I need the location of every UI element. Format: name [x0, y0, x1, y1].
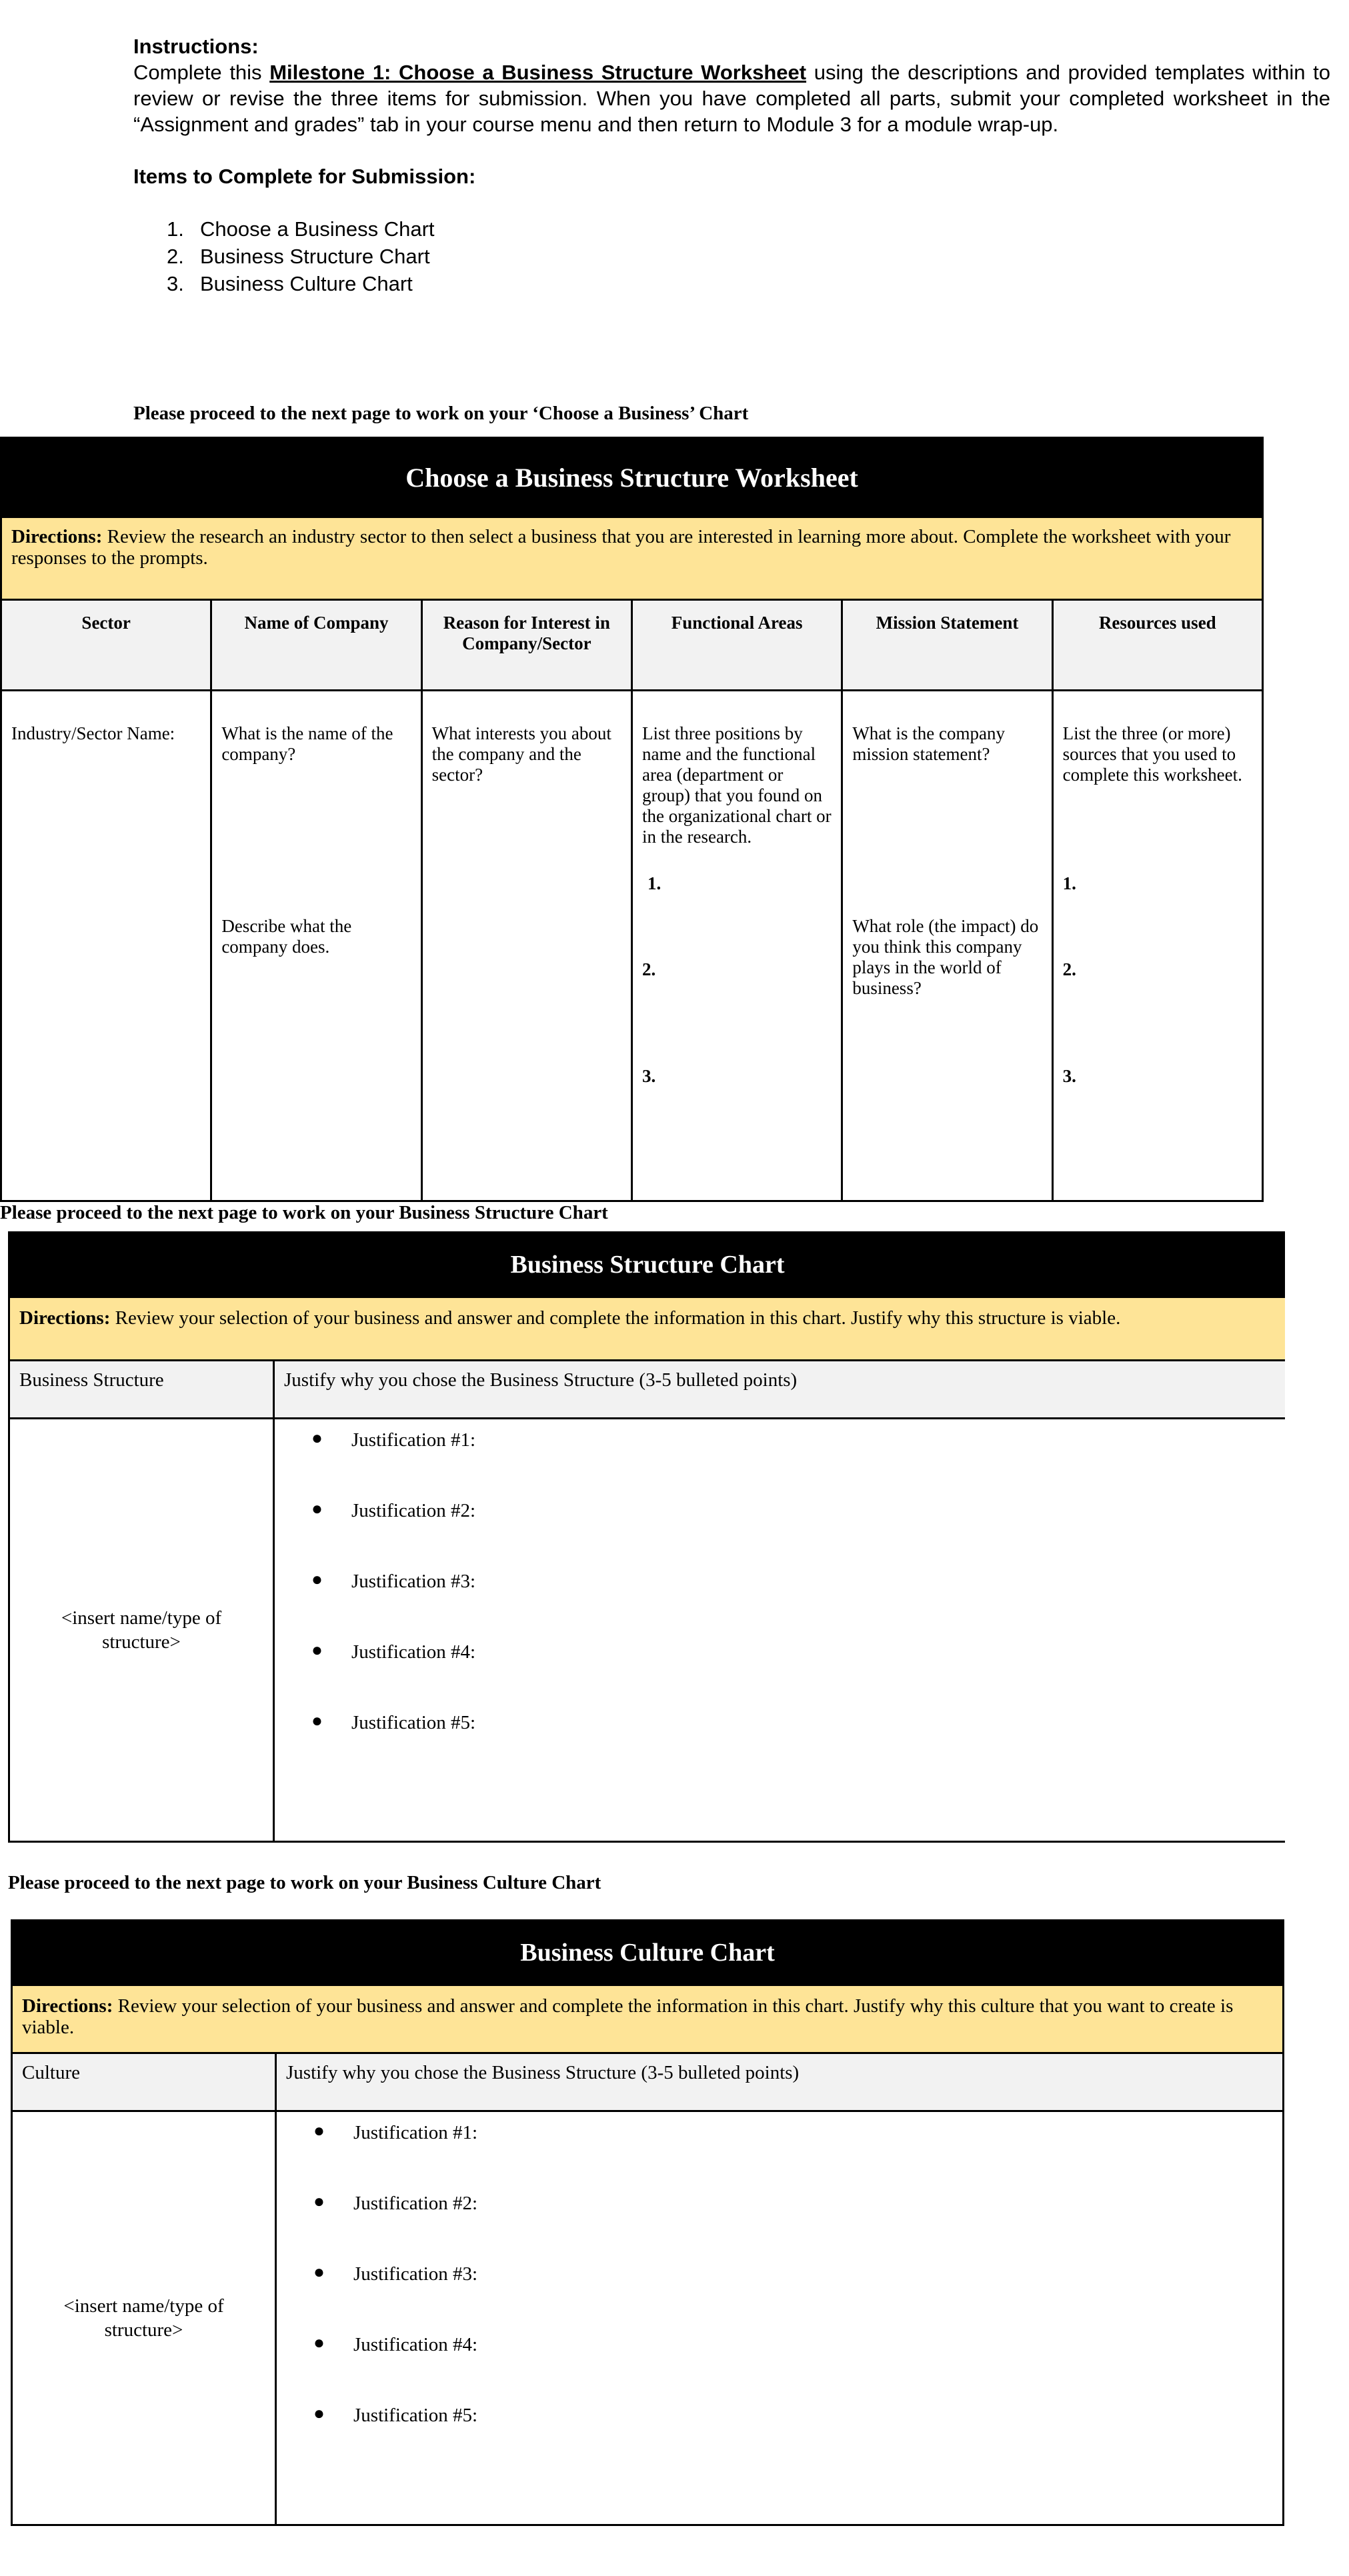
list-item — [133, 243, 1330, 271]
mission-prompt: What is the company mission statement? — [852, 723, 1005, 764]
instructions-text-pre: Complete this — [133, 61, 270, 84]
company-description-prompt: Describe what the company does. — [221, 916, 352, 957]
directions-label: Directions: — [22, 1995, 113, 2017]
column-header-business-structure: Business Structure — [9, 1361, 274, 1419]
reason-cell[interactable] — [421, 691, 631, 1201]
list-item — [311, 1499, 475, 1570]
mission-cell[interactable] — [842, 691, 1052, 1201]
bullet-icon: ● — [311, 1428, 323, 1449]
milestone-title: Milestone 1: Choose a Business Structure Worksheet — [269, 61, 807, 84]
column-header-reason: Reason for Interest in Company/Sector — [421, 600, 631, 691]
justification-label: Justification #3: — [353, 2263, 478, 2285]
number-label: 2. — [1062, 959, 1076, 979]
justification-label: Justification #4: — [353, 2334, 478, 2355]
worksheet-table — [0, 437, 1264, 1202]
culture-justification-cell[interactable] — [276, 2111, 1284, 2525]
resources-prompt: List the three (or more) sources that you used to complete this worksheet. — [1062, 723, 1242, 785]
sector-cell[interactable] — [1, 691, 211, 1201]
justification-label: Justification #3: — [351, 1571, 476, 1592]
sector-prompt: Industry/Sector Name: — [11, 723, 175, 743]
proceed-note-structure: Please proceed to the next page to work on your Business Structure Chart — [0, 1202, 608, 1223]
column-header-mission: Mission Statement — [842, 600, 1052, 691]
functional-cell[interactable] — [631, 691, 842, 1201]
instructions-text-post: using the descriptions and provided templates within to review or revise the three items for submission. When you have completed all parts, submit your completed worksheet in the “Assignment and grades” tab in your course menu and then return to Module 3 for a module wrap-up. — [133, 61, 1330, 136]
column-header-functional: Functional Areas — [631, 600, 842, 691]
list-item — [313, 2263, 477, 2333]
list-item — [313, 2121, 477, 2192]
list-item — [311, 1570, 475, 1641]
justification-label: Justification #4: — [351, 1641, 476, 1663]
justification-list — [313, 2121, 477, 2475]
column-header-justify: Justify why you chose the Business Structure (3-5 bulleted points) — [274, 1361, 1286, 1419]
bullet-icon: ● — [311, 1499, 323, 1519]
list-item — [133, 271, 1330, 298]
instructions-heading: Instructions: — [133, 35, 259, 58]
list-item — [311, 1711, 475, 1782]
column-header-sector: Sector — [1, 600, 211, 691]
bullet-icon: ● — [313, 2191, 325, 2212]
structure-justification-cell[interactable] — [274, 1419, 1286, 1842]
column-header-justify: Justify why you chose the Business Structure (3-5 bulleted points) — [276, 2053, 1284, 2111]
proceed-note-culture: Please proceed to the next page to work on your Business Culture Chart — [8, 1872, 601, 1893]
number-label: 2. — [641, 959, 656, 979]
functional-prompt: List three positions by name and the functional area (department or group) that you found on the organizational chart or in the research. — [641, 723, 832, 847]
proceed-note-business: Please proceed to the next page to work on your ‘Choose a Business’ Chart — [133, 403, 749, 424]
justification-label: Justification #5: — [351, 1712, 476, 1733]
number-label: 3. — [641, 1066, 656, 1086]
items-list — [133, 216, 1330, 298]
reason-prompt: What interests you about the company and the sector? — [431, 723, 611, 785]
culture-chart-table — [11, 1919, 1284, 2526]
bullet-icon: ● — [313, 2333, 325, 2353]
culture-chart-title: Business Culture Chart — [12, 1921, 1284, 1985]
bullet-icon: ● — [313, 2403, 325, 2424]
column-header-resources: Resources used — [1052, 600, 1262, 691]
list-number: 1. — [167, 217, 184, 241]
company-cell[interactable] — [211, 691, 421, 1201]
list-label: Business Structure Chart — [200, 245, 430, 268]
items-title: Items to Complete for Submission: — [133, 165, 476, 188]
structure-placeholder: <insert name/type of structure> — [61, 1607, 222, 1653]
number-label: 3. — [1062, 1066, 1076, 1086]
list-label: Business Culture Chart — [200, 272, 413, 295]
list-number: 3. — [167, 272, 184, 295]
list-label: Choose a Business Chart — [200, 217, 435, 241]
list-item — [133, 216, 1330, 243]
culture-placeholder: <insert name/type of structure> — [63, 2295, 224, 2341]
directions-label: Directions: — [11, 526, 103, 547]
impact-prompt: What role (the impact) do you think this company plays in the world of business? — [852, 916, 1039, 998]
structure-name-cell[interactable] — [9, 1419, 274, 1842]
structure-chart-title: Business Structure Chart — [9, 1233, 1286, 1297]
list-item — [311, 1429, 475, 1499]
bullet-icon: ● — [311, 1569, 323, 1590]
column-header-company: Name of Company — [211, 600, 421, 691]
resources-cell[interactable] — [1052, 691, 1262, 1201]
culture-name-cell[interactable] — [12, 2111, 276, 2525]
directions-text: Review your selection of your business and answer and complete the information in this chart. Justify why this culture that you want to create is viable. — [22, 1995, 1234, 2038]
directions-text: Review the research an industry sector to then select a business that you are interested in learning more about. Complete the worksheet with your responses to the prompts. — [11, 526, 1231, 569]
company-prompt: What is the name of the company? — [221, 723, 393, 764]
justification-label: Justification #1: — [353, 2122, 478, 2143]
directions-text: Review your selection of your business and answer and complete the information in this chart. Justify why this structure is viable. — [110, 1307, 1121, 1329]
worksheet-directions — [1, 517, 1263, 600]
instructions-section — [133, 33, 1330, 298]
number-label: 1. — [1062, 873, 1076, 893]
bullet-icon: ● — [313, 2262, 325, 2283]
justification-label: Justification #1: — [351, 1429, 476, 1451]
list-number: 2. — [167, 245, 184, 268]
list-item — [313, 2333, 477, 2404]
directions-label: Directions: — [19, 1307, 111, 1329]
justification-label: Justification #5: — [353, 2405, 478, 2426]
justification-list — [311, 1429, 475, 1782]
worksheet-title: Choose a Business Structure Worksheet — [1, 438, 1263, 517]
bullet-icon: ● — [313, 2121, 325, 2141]
justification-label: Justification #2: — [351, 1500, 476, 1521]
bullet-icon: ● — [311, 1711, 323, 1731]
structure-chart-directions — [9, 1297, 1286, 1361]
list-item — [311, 1641, 475, 1711]
number-label: 1. — [647, 873, 661, 893]
structure-chart-table — [8, 1231, 1285, 1843]
list-item — [313, 2404, 477, 2475]
column-header-culture: Culture — [12, 2053, 276, 2111]
culture-chart-directions — [12, 1985, 1284, 2053]
bullet-icon: ● — [311, 1640, 323, 1661]
list-item — [313, 2192, 477, 2263]
justification-label: Justification #2: — [353, 2193, 478, 2214]
instructions-paragraph — [133, 59, 1330, 137]
